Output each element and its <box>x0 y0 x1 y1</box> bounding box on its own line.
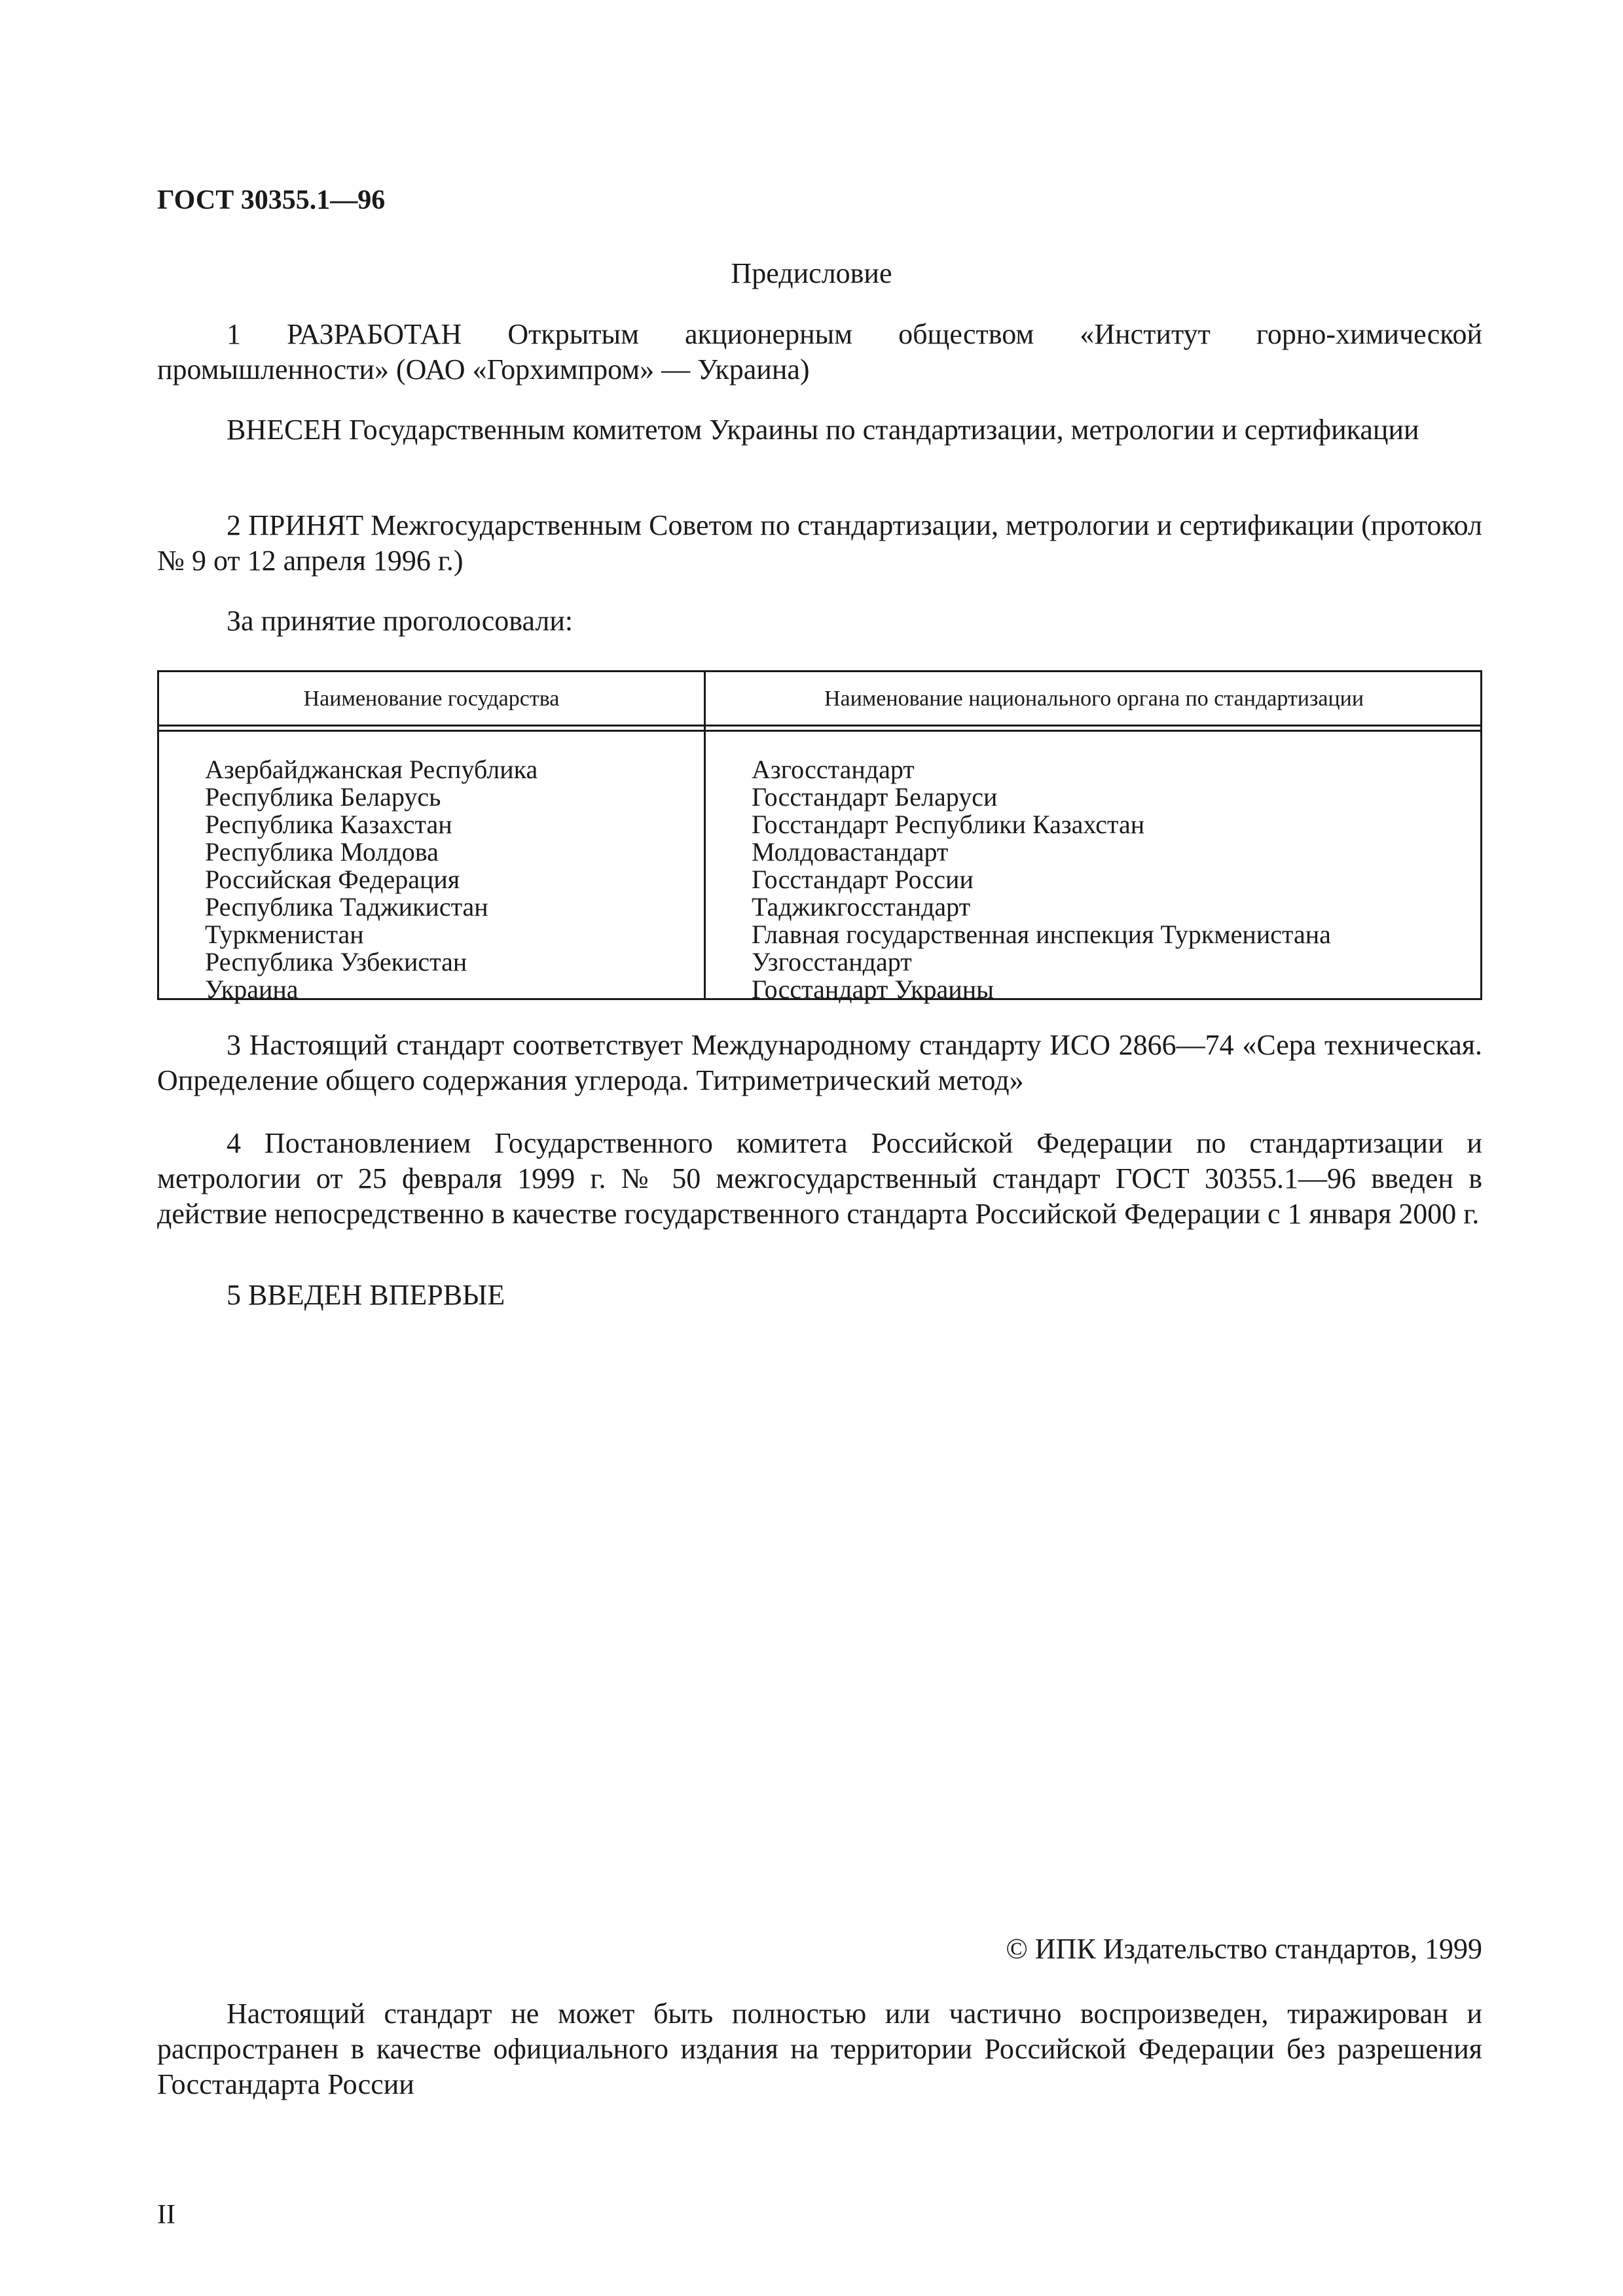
foreword-title: Предисловие <box>731 257 892 289</box>
table-cell-body: Главная государственная инспекция Туркменистана <box>752 920 1331 949</box>
table-header-state: Наименование государства <box>303 687 560 711</box>
paragraph-developed <box>157 317 1482 387</box>
paragraph-voted-text: За принятие проголосовали: <box>227 605 574 637</box>
reproduction-notice <box>157 1996 1482 2102</box>
paragraph-adopted-text: 2 ПРИНЯТ Межгосударственным Советом по стандартизации, метрологии и сертификации (протокол № 9 от 12 апреля 1996 г.) <box>157 509 1482 577</box>
table-cell-body: Госстандарт Республики Казахстан <box>752 810 1145 839</box>
table-cell-state: Республика Беларусь <box>205 782 441 812</box>
paragraph-developed-text: 1 РАЗРАБОТАН Открытым акционерным обществом «Институт горно-химической промышленности» (ОАО «Горхимпром» — Украина) <box>157 318 1482 386</box>
paragraph-resolution <box>157 1126 1482 1232</box>
table-cell-body: Узгосстандарт <box>752 947 912 977</box>
table-cell-body: Молдовастандарт <box>752 837 949 867</box>
copyright-notice: © ИПК Издательство стандартов, 1999 <box>1006 1933 1482 1965</box>
paragraph-adopted <box>157 508 1482 579</box>
voting-table <box>157 670 1482 1004</box>
page-number: II <box>157 2200 175 2230</box>
document-code: ГОСТ 30355.1—96 <box>157 185 386 215</box>
table-cell-body: Госстандарт Беларуси <box>752 782 998 812</box>
paragraph-iso-correspondence-text: 3 Настоящий стандарт соответствует Международному стандарту ИСО 2866—74 «Сера техническая. Определение общего содержания углерода. Титриметрический метод» <box>157 1029 1482 1096</box>
table-cell-state: Российская Федерация <box>205 865 460 894</box>
paragraph-first-introduced <box>157 1278 1482 1313</box>
table-cell-body: Таджикгосстандарт <box>752 892 971 922</box>
table-header-body: Наименование национального органа по стандартизации <box>824 687 1364 711</box>
table-cell-body: Госстандарт Украины <box>752 975 994 1004</box>
paragraph-submitted <box>157 412 1482 448</box>
table-cell-state: Азербайджанская Республика <box>205 755 538 784</box>
table-column-bodies <box>752 756 1331 1003</box>
table-cell-state: Украина <box>205 975 299 1004</box>
paragraph-resolution-text: 4 Постановлением Государственного комитета Российской Федерации по стандартизации и метрологии от 25 февраля 1999 г. № 50 межгосударственный стандарт ГОСТ 30355.1—96 введен в действие непосредственно в качестве государственного стандарта Российской Федерации с 1 января 2000 г. <box>157 1127 1482 1230</box>
paragraph-submitted-text: ВНЕСЕН Государственным комитетом Украины по стандартизации, метрологии и сертификации <box>227 414 1419 446</box>
table-cell-state: Республика Молдова <box>205 837 439 867</box>
reproduction-notice-text: Настоящий стандарт не может быть полностью или частично воспроизведен, тиражирован и распространен в качестве официального издания на территории Российской Федерации без разрешения Госстандарта России <box>157 1998 1482 2100</box>
table-cell-state: Туркменистан <box>205 920 364 949</box>
table-header-divider <box>159 725 1480 726</box>
table-column-divider <box>704 672 706 998</box>
paragraph-first-introduced-text: 5 ВВЕДЕН ВПЕРВЫЕ <box>227 1279 505 1311</box>
table-cell-body: Госстандарт России <box>752 865 974 894</box>
table-column-states <box>205 756 538 1003</box>
table-cell-state: Республика Узбекистан <box>205 947 467 977</box>
table-cell-state: Республика Таджикистан <box>205 892 488 922</box>
table-cell-state: Республика Казахстан <box>205 810 452 839</box>
table-cell-body: Азгосстандарт <box>752 755 915 784</box>
paragraph-voted <box>157 603 1482 639</box>
paragraph-iso-correspondence <box>157 1028 1482 1098</box>
table-header-divider-second <box>159 730 1480 732</box>
